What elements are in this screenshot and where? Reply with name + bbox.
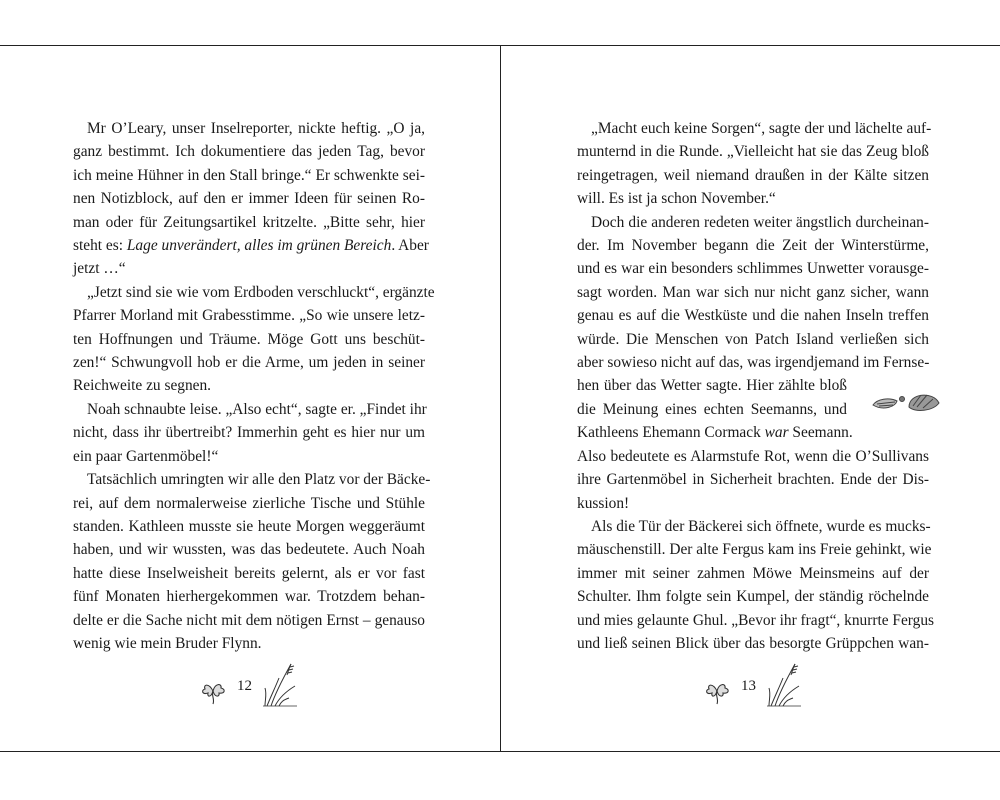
text-line: reingetragen, weil niemand draußen in der Kälte sitzen [577, 166, 929, 184]
text-line: munternd in die Runde. „Vielleicht hat sie das Zeug bloß [577, 143, 929, 161]
text-line: standen. Kathleen musste sie heute Morgen weggeräumt [73, 517, 425, 535]
text-line: ganz bestimmt. Ich dokumentiere das jeden Tag, bevor [73, 143, 425, 161]
text-line: Kathleens Ehemann Cormack war Seemann. [577, 424, 853, 442]
text-line: ihre Gartenmöbel in Sicherheit brachten. Ende der Dis- [577, 471, 929, 489]
right-page [501, 45, 1000, 752]
text-line: Reichweite zu segnen. [73, 377, 212, 395]
text-line: sagt worden. Man war sich nur nicht ganz sicher, wann [577, 283, 929, 301]
text-line: Schulter. Ihm folgte sein Kumpel, der ständig röchelnde [577, 588, 929, 606]
text-line: haben, und wir wussten, was das bedeutete. Auch Noah [73, 541, 425, 559]
text-line: Tatsächlich umringten wir alle den Platz vor der Bäcke- [87, 471, 431, 489]
text-line: der. Im November begann die Zeit der Winterstürme, [577, 237, 929, 255]
text-line: hatte diese Inselweisheit bereits gelernt, als er vor fast [73, 564, 425, 582]
clover-icon [199, 678, 229, 706]
text-line: Als die Tür der Bäckerei sich öffnete, wurde es mucks- [591, 517, 931, 535]
page-number-right: 13 [741, 678, 756, 694]
grass-icon [261, 658, 301, 708]
text-line: steht es: Lage unverändert, alles im grünen Bereich. Aber [73, 237, 429, 255]
text-line: wenig wie mein Bruder Flynn. [73, 634, 262, 652]
text-line: ten Hoffnungen und Träume. Möge Gott uns beschüt- [73, 330, 425, 348]
text-line: die Meinung eines echten Seemanns, und [577, 400, 847, 418]
text-line: Mr O’Leary, unser Inselreporter, nickte heftig. „O ja, [87, 120, 425, 137]
grass-icon [765, 658, 805, 708]
shells-icon [869, 381, 949, 417]
text-line: „Jetzt sind sie wie vom Erdboden verschluckt“, ergänzte [87, 283, 435, 301]
text-line: kussion! [577, 494, 630, 512]
text-line: fünf Monaten hierhergekommen war. Trotzdem behan- [73, 588, 425, 606]
left-page-footer [193, 658, 323, 708]
left-page-text [73, 117, 435, 655]
right-page-footer [697, 658, 827, 708]
text-line: Also bedeutete es Alarmstufe Rot, wenn die O’Sullivans [577, 447, 929, 465]
page-number-left: 12 [237, 678, 252, 694]
text-line: jetzt …“ [73, 260, 126, 278]
text-line: ich meine Hühner in den Stall bringe.“ Er schwenkte sei- [73, 166, 425, 184]
text-line: aber sowieso nicht auf das, was irgendjemand im Fernse- [577, 354, 930, 372]
text-line: zen!“ Schwungvoll hob er die Arme, um jeden in seiner [73, 354, 425, 372]
text-line: will. Es ist ja schon November.“ [577, 190, 776, 208]
text-line: würde. Die Menschen von Patch Island verließen sich [577, 330, 929, 348]
left-page [0, 45, 501, 752]
text-line: „Macht euch keine Sorgen“, sagte der und lächelte auf- [591, 120, 932, 137]
text-line: Pfarrer Morland mit Grabesstimme. „So wie unsere letz- [73, 307, 425, 325]
text-line: und ließ seinen Blick über das besorgte Grüppchen wan- [577, 634, 929, 652]
text-line: und mies gelaunte Ghul. „Bevor ihr fragt“, knurrte Fergus [577, 611, 935, 629]
text-line: hen über das Wetter sagte. Hier zählte bloß [577, 377, 847, 395]
text-line: mäuschenstill. Der alte Fergus kam ins Freie gehinkt, wie [577, 541, 932, 559]
text-line: genau es auf die Westküste und die nahen Inseln treffen [577, 307, 929, 325]
text-line: nen Notizblock, auf den er immer Ideen für seinen Ro- [73, 190, 425, 208]
text-line: Doch die anderen redeten weiter ängstlich durcheinan- [591, 213, 929, 231]
text-line: Noah schnaubte leise. „Also echt“, sagte er. „Findet ihr [87, 400, 427, 418]
text-line: immer mit seiner zahmen Möwe Meinsmeins auf der [577, 564, 929, 582]
text-line: rei, auf dem normalerweise zierliche Tische und Stühle [73, 494, 425, 512]
text-line: ein paar Gartenmöbel!“ [73, 447, 219, 465]
text-line: delte er die Sache nicht mit dem nötigen Ernst – genauso [73, 611, 425, 629]
text-line: nicht, dass ihr übertreibt? Immerhin geht es hier nur um [73, 424, 425, 442]
text-line: man oder für Zeitungsartikel kritzelte. „Bitte sehr, hier [73, 213, 425, 231]
clover-icon [703, 678, 733, 706]
text-line: und es war ein besonders schlimmes Unwetter vorausge- [577, 260, 929, 278]
